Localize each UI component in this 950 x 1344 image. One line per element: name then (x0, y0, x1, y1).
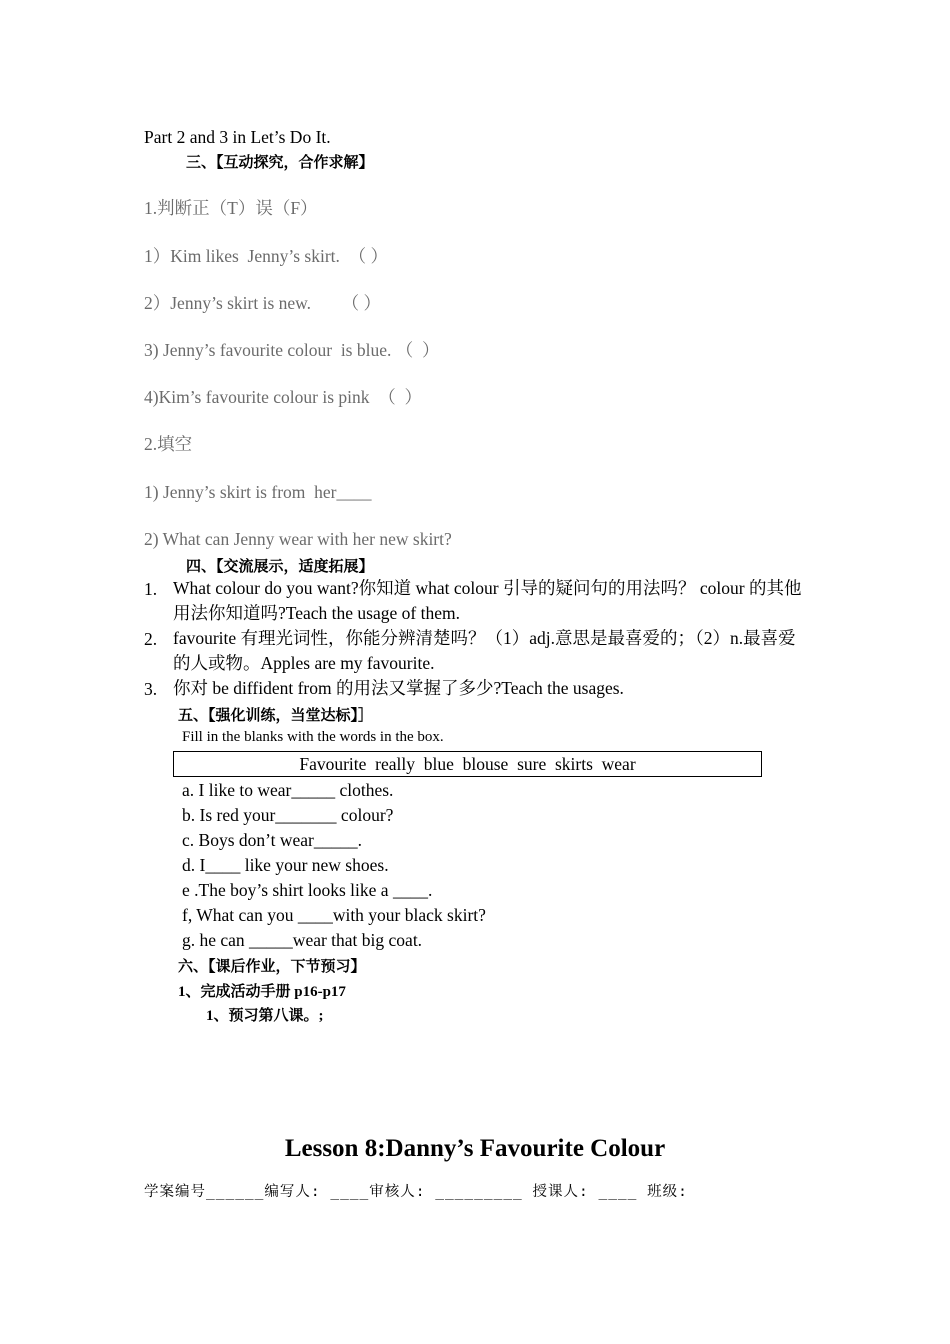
exercise-item: b. Is red your_______ colour? (182, 805, 394, 825)
exercise-item: f, What can you ____with your black skirt? (182, 905, 486, 925)
tf-question-title: 1.判断正（T）误（F） (144, 198, 318, 218)
tf-item: 4)Kim’s favourite colour is pink （ ） (144, 387, 423, 407)
meta-line: 学案编号______编写人: ____审核人: _________ 授课人: ____ 班级: (144, 1184, 688, 1200)
exercise-item: a. I like to wear_____ clothes. (182, 780, 394, 800)
section6-heading: 六、【课后作业，下节预习】 (178, 959, 366, 975)
tf-item: 1）Kim likes Jenny’s skirt. （ ） (144, 246, 389, 266)
fill-item: 1) Jenny’s skirt is from her____ (144, 482, 372, 502)
exercise-instruction: Fill in the blanks with the words in the box. (182, 729, 444, 745)
tf-item: 2）Jenny’s skirt is new. （ ） (144, 293, 382, 313)
list-item: favourite 有理光词性，你能分辨清楚吗？（1）adj.意思是最喜爱的；（2）n.最喜爱的人或物。Apples are my favourite. (173, 628, 796, 673)
exercise-item: d. I____ like your new shoes. (182, 855, 389, 875)
list-number: 1. (144, 579, 158, 599)
lesson-title: Lesson 8:Danny’s Favourite Colour (284, 1135, 666, 1162)
word-box: Favourite really blue blouse sure skirts wear (173, 751, 762, 777)
section5-heading: 五、【强化训练，当堂达标】］ (178, 708, 374, 724)
homework-item: 1、完成活动手册 p16-p17 (178, 984, 346, 1000)
exercise-item: e .The boy’s shirt looks like a ____. (182, 880, 433, 900)
fill-question-title: 2.填空 (144, 434, 193, 454)
exercise-item: c. Boys don’t wear_____. (182, 830, 362, 850)
fill-item: 2) What can Jenny wear with her new skirt? (144, 529, 452, 549)
tf-item: 3) Jenny’s favourite colour is blue. （ ） (144, 340, 440, 360)
list-item: 你对 be diffident from 的用法又掌握了多少?Teach the usages. (173, 678, 624, 698)
section3-heading: 三、【互动探究，合作求解】 (186, 155, 374, 171)
exercise-item: g. he can _____wear that big coat. (182, 930, 423, 950)
list-number: 2. (144, 629, 158, 649)
section4-heading: 四、【交流展示，适度拓展】 (186, 559, 374, 575)
list-item: What colour do you want?你知道 what colour 引导的疑问句的用法吗？ colour 的其他用法你知道吗?Teach the usage of them. (173, 578, 802, 623)
homework-item: 1、预习第八课。; (206, 1008, 324, 1024)
list-number: 3. (144, 679, 158, 699)
intro-line: Part 2 and 3 in Let’s Do It. (144, 127, 331, 147)
